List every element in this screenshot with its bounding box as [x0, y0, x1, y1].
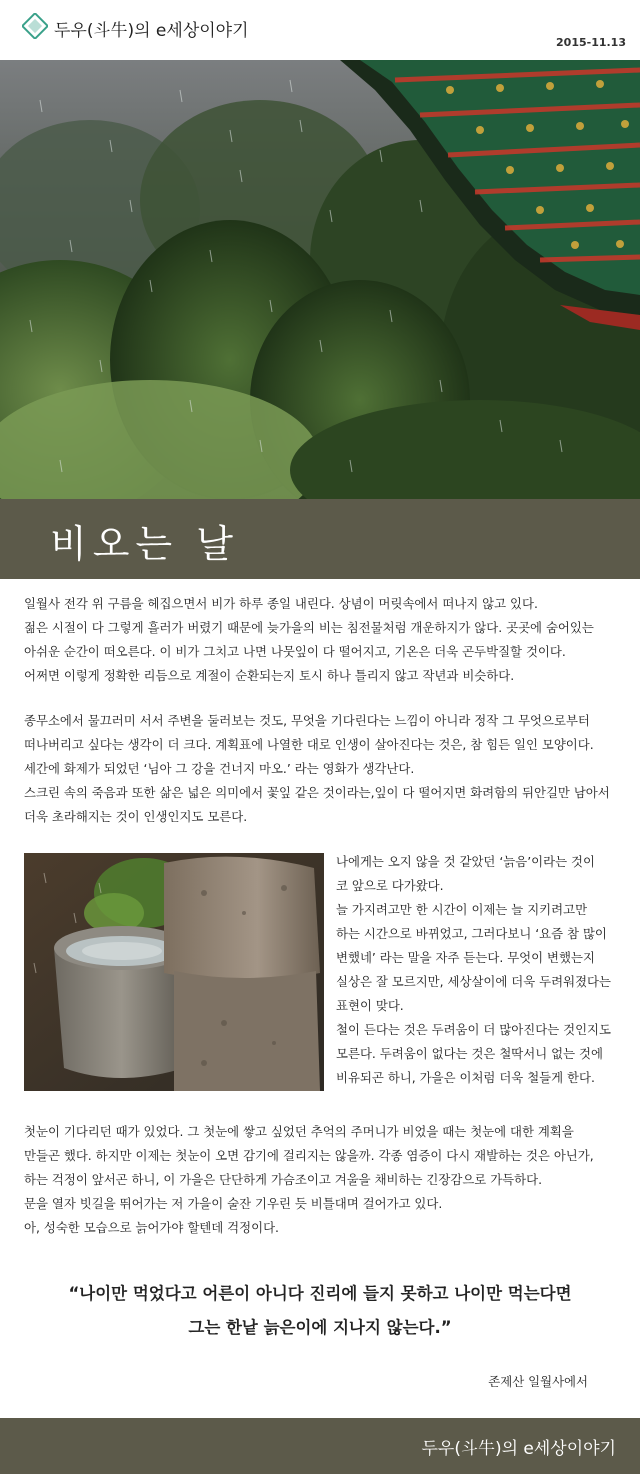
paragraph-line: 철이 든다는 것은 두려움이 더 많아진다는 것인지도	[336, 1022, 611, 1037]
page-footer	[0, 1418, 640, 1474]
paragraph-line: 일월사 전각 위 구름을 헤집으면서 비가 하루 종일 내린다. 상념이 머릿속에서 떠나지 않고 있다.	[24, 596, 538, 611]
diamond-logo-icon	[22, 13, 48, 39]
paragraph-2	[24, 709, 624, 829]
quote-line: “나이만 먹었다고 어른이 아니다 진리에 들지 못하고 나이만 먹는다면	[68, 1284, 572, 1303]
paragraph-line: 스크린 속의 죽음과 또한 삶은 넓은 의미에서 꽃잎 같은 것이라는,잎이 다 떨어지면 화려함의 뒤안길만 남아서	[24, 785, 610, 800]
paragraph-line: 떠나버리고 싶다는 생각이 더 크다. 계획표에 나열한 대로 인생이 살아진다는 것은, 참 힘든 일인 모양이다.	[24, 737, 594, 752]
paragraph-line: 나에게는 오지 않을 것 같았던 ‘늙음’이라는 것이	[336, 854, 595, 869]
paragraph-line: 세간에 화제가 되었던 ‘님아 그 강을 건너지 마오.’ 라는 영화가 생각난다.	[24, 761, 415, 776]
paragraph-line: 더욱 초라해지는 것이 인생인지도 모른다.	[24, 809, 248, 824]
site-brand[interactable]: 두우(斗牛)의 e세상이야기	[54, 21, 249, 41]
paragraph-3	[24, 1120, 624, 1240]
paragraph-line: 모른다. 두려움이 없다는 것은 철딱서니 없는 것에	[336, 1046, 603, 1061]
page-header	[0, 0, 640, 60]
article-title: 비오는 날	[50, 522, 239, 566]
quote-line: 그는 한낱 늙은이에 지나지 않는다.”	[188, 1318, 452, 1337]
paragraph-line: 하는 걱정이 앞서곤 하니, 이 가을은 단단하게 가슴조이고 겨울을 채비하는 긴장감으로 가득하다.	[24, 1172, 543, 1187]
paragraph-line: 코 앞으로 다가왔다.	[336, 878, 444, 893]
paragraph-line: 아쉬운 순간이 떠오른다. 이 비가 그치고 나면 나뭇잎이 다 떨어지고, 기온은 더욱 곤두박질할 것이다.	[24, 644, 566, 659]
paragraph-line: 실상은 잘 모르지만, 세상살이에 더욱 두려워졌다는	[336, 974, 611, 989]
paragraph-line: 문을 열자 빗길을 뛰어가는 저 가을이 술잔 기우린 듯 비틀대며 걸어가고 있다.	[24, 1196, 443, 1211]
paragraph-1	[24, 592, 624, 688]
stone-basin-illustration	[24, 853, 324, 1091]
paragraph-line: 만들곤 했다. 하지만 이제는 첫눈이 오면 감기에 걸리지는 않을까. 각종 염증이 다시 재발하는 것은 아닌가,	[24, 1148, 594, 1163]
side-paragraph	[336, 850, 626, 1090]
footer-brand[interactable]: 두우(斗牛)의 e세상이야기	[421, 1439, 616, 1459]
paragraph-line: 비유되곤 하니, 가을은 이처럼 더욱 철들게 한다.	[336, 1070, 595, 1085]
stone-basin-photo	[24, 853, 324, 1091]
post-date: 2015-11.13	[556, 36, 626, 49]
paragraph-line: 젊은 시절이 다 그렇게 흘러가 버렸기 때문에 늦가을의 비는 침전물처럼 개운하지가 않다. 곳곳에 숨어있는	[24, 620, 594, 635]
paragraph-line: 변했네’ 라는 말을 자주 듣는다. 무엇이 변했는지	[336, 950, 595, 965]
paragraph-line: 종무소에서 물끄러미 서서 주변을 둘러보는 것도, 무엇을 기다린다는 느낌이 아니라 정작 그 무엇으로부터	[24, 713, 590, 728]
rainy-forest-illustration	[0, 60, 640, 499]
paragraph-line: 늘 가지려고만 한 시간이 이제는 늘 지키려고만	[336, 902, 588, 917]
paragraph-line: 첫눈이 기다리던 때가 있었다. 그 첫눈에 쌓고 싶었던 추억의 주머니가 비었을 때는 첫눈에 대한 계획을	[24, 1124, 574, 1139]
quote-source: 존제산 일월사에서	[488, 1374, 588, 1389]
paragraph-line: 아, 성숙한 모습으로 늙어가야 할텐데 걱정이다.	[24, 1220, 279, 1235]
hero-photo	[0, 60, 640, 499]
paragraph-line: 어쩌면 이렇게 정확한 리듬으로 계절이 순환되는지 토시 하나 틀리지 않고 작년과 비슷하다.	[24, 668, 515, 683]
title-band	[0, 499, 640, 579]
closing-quote	[0, 1277, 640, 1345]
paragraph-line: 하는 시간으로 바뀌었고, 그러다보니 ‘요즘 참 많이	[336, 926, 607, 941]
paragraph-line: 표현이 맞다.	[336, 998, 404, 1013]
